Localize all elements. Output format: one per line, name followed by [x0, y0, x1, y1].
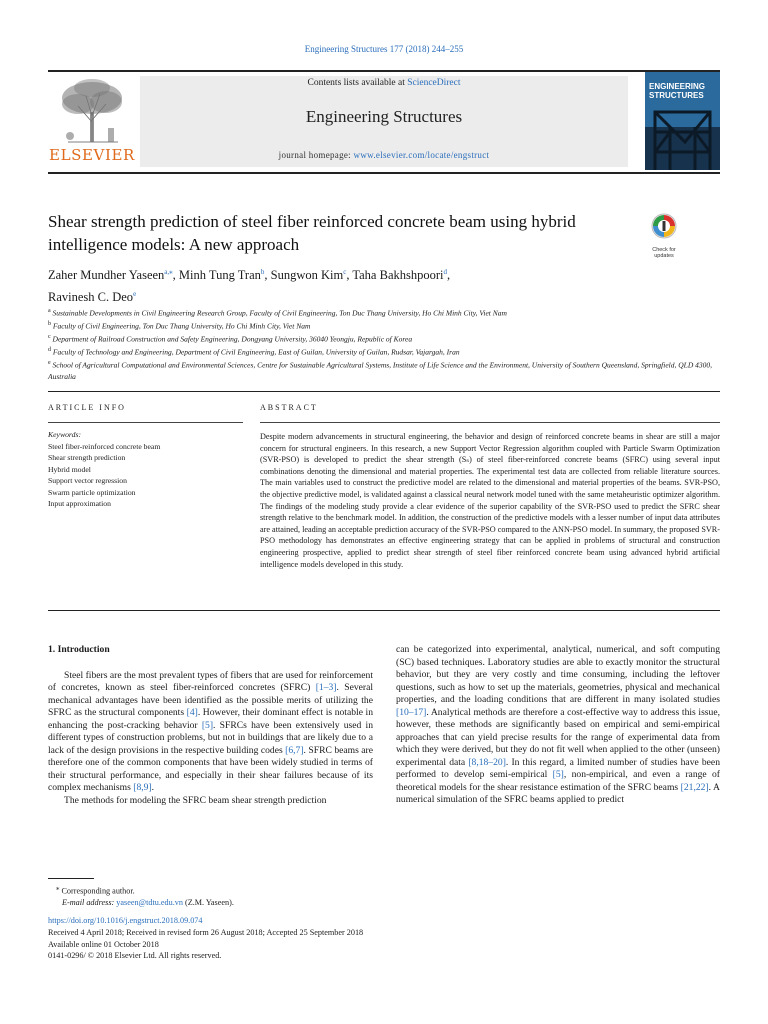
paragraph-text: .	[151, 782, 155, 793]
abstract-heading: ABSTRACT	[260, 403, 318, 412]
author-separator: ,	[346, 268, 353, 283]
paragraph-text: Steel fibers are the most prevalent types of fibers that are used for reinforcement of concretes, known as steel fiber-reinforced concretes (SFRC)	[48, 669, 373, 693]
paragraph-text: . SFRCs have been extensively used in different types of construction problems, but not in buildings that are likely due to a lack of the design provisions in the respective building codes	[48, 719, 374, 756]
cover-title-line1: ENGINEERING	[649, 82, 706, 91]
keyword-item: Swarm particle optimization	[48, 487, 136, 497]
citation-reference-link[interactable]: [8,18–20]	[468, 756, 506, 768]
elsevier-wordmark: ELSEVIER	[49, 146, 135, 164]
article-footer	[48, 915, 548, 962]
author-separator: ,	[264, 268, 271, 283]
affiliation-text: Faculty of Technology and Engineering, Department of Civil Engineering, East of Guilan, University of Guilan, Rudsar, Vajargah, Iran	[51, 347, 460, 357]
intro-paragraph-1	[48, 670, 373, 795]
affiliation-text: Department of Railroad Construction and Safety Engineering, Dongyang University, 36040 Yeongju, Republic of Korea	[50, 334, 413, 344]
crossmark-line2: updates	[654, 253, 674, 259]
section-heading-introduction: 1. Introduction	[48, 644, 110, 655]
citation-reference-link[interactable]: [1–3]	[315, 682, 337, 693]
cover-title	[649, 82, 716, 100]
keyword-item: Shear strength prediction	[48, 453, 126, 462]
corresponding-label: Corresponding author.	[61, 886, 135, 896]
citation-reference-link[interactable]: [6,7]	[285, 744, 304, 756]
author-separator: ,	[447, 268, 451, 283]
available-online: Available online 01 October 2018	[48, 939, 159, 949]
intro-paragraph-2-continued	[396, 644, 720, 807]
affiliation-text: Faculty of Civil Engineering, Ton Duc Thang University, Ho Chi Minh City, Viet Nam	[51, 321, 311, 331]
journal-name: Engineering Structures	[305, 107, 463, 126]
citation-reference-link[interactable]: [21,22]	[680, 781, 709, 793]
author-list	[48, 263, 608, 307]
keyword-item: Steel fiber-reinforced concrete beam	[48, 441, 161, 451]
keyword-item: Hybrid model	[48, 464, 91, 474]
paragraph-text: . However, their dominant effect is notable in enhancing the post-cracking behavior	[48, 707, 373, 731]
abstract-rule	[260, 422, 720, 423]
footnote-star: ⁎	[56, 885, 60, 892]
elsevier-tree-icon	[48, 76, 136, 146]
affiliation-mark: a	[48, 308, 51, 314]
author-affiliation-mark[interactable]: d	[443, 268, 447, 276]
author-name[interactable]: Sungwon Kim	[270, 268, 344, 283]
corresponding-line	[48, 883, 448, 897]
corresponding-author-footnote	[48, 883, 448, 909]
citation-reference-link[interactable]: [5]	[552, 769, 564, 780]
keywords-block	[48, 429, 248, 510]
elsevier-logo[interactable]	[48, 76, 136, 166]
affiliation-item	[48, 358, 720, 383]
body-right-column	[396, 644, 720, 807]
crossmark-icon	[646, 212, 682, 242]
journal-citation-link[interactable]: Engineering Structures 177 (2018) 244–255	[304, 44, 464, 54]
paragraph-text: . Analytical methods are therefore a cost-effective way to address this issue, however, these methods are significantly based on empirical and semi-empirical approaches that can yield precise results for the range of experimental data from which they were derived, but they do not fit well when applied to the other (unseen) experimental data	[396, 706, 720, 768]
paragraph-text: . A numerical simulation of the SFRC beams applied to predict	[396, 781, 720, 805]
citation-reference-link[interactable]: [5]	[201, 719, 214, 731]
header-bottom-rule	[48, 172, 720, 174]
email-suffix: (Z.M. Yaseen).	[182, 898, 234, 908]
citation-reference-link[interactable]: [8,9]	[133, 782, 152, 793]
affiliation-mark: b	[48, 321, 51, 327]
affiliation-text: Sustainable Developments in Civil Engineering Research Group, Faculty of Civil Engineering, Ton Duc Thang University, Ho Chi Minh City, Viet Nam	[50, 308, 507, 318]
keywords-rule	[48, 422, 243, 423]
intro-paragraph-2: The methods for modeling the SFRC beam shear strength prediction	[64, 794, 327, 806]
article-info-top-rule	[48, 391, 720, 392]
footnote-rule	[48, 878, 94, 879]
email-label: E-mail address:	[62, 898, 117, 908]
affiliation-list	[48, 306, 720, 383]
contents-line	[140, 78, 628, 88]
author-name[interactable]: Zaher Mundher Yaseen	[48, 268, 165, 283]
keyword-list	[48, 441, 248, 510]
copyright-line: 0141-0296/ © 2018 Elsevier Ltd. All rights reserved.	[48, 951, 222, 961]
cover-title-line2: STRUCTURES	[649, 91, 704, 100]
author-affiliation-mark[interactable]: b	[260, 268, 265, 276]
author-name[interactable]: Taha Bakhshpoori	[352, 268, 444, 283]
paragraph-text: . SFRC beams are therefore one of the common components that have been widely studied in terms of their structural performance, and especially in their shear failures because of its complex mechanisms	[48, 744, 373, 793]
author-separator: ,	[172, 268, 179, 283]
affiliation-item	[48, 319, 720, 332]
affiliation-mark: e	[48, 360, 51, 366]
paragraph-text: . Several mechanical advantages have been identified as the possible merits of utilizing the SFRC as the structural components	[48, 682, 373, 718]
author-affiliation-mark[interactable]: c	[343, 268, 347, 276]
doi-link[interactable]: https://doi.org/10.1016/j.engstruct.2018.09.074	[48, 916, 203, 925]
keywords-heading: Keywords:	[48, 430, 82, 439]
author-name[interactable]: Minh Tung Tran	[178, 268, 261, 283]
abstract-text: Despite modern advancements in structural engineering, the behavior and design of reinforced concrete beams in shear are still a major concern for structural engineers. In this research, a new Support Vector Regression algorithm coupled with Particle Swarm Optimization (SVR-PSO) is developed to predict the shear strength (Sₛ) of steel fiber-reinforced concrete beams (SFRC) using several input combinations denoting the dimensional and material properties. The experimental test data are collected from reliable literature sources. The main variables used to construct the predictive model are related to the dimensional and material properties of the beams. SVR-PSO, the objective predictive model, is validated against a classical neural network model tuned with the same metaheuristic optimizer algorithm. The findings of the modeling study provide a clear evidence of the superior capability of the SVR-PSO used to predict the SFRC shear strength relative to the benchmark model. In addition, the construction of the predictive models with a lesser number of input data attributes are attained, leading an acceptable prediction accuracy of the SVR-PSO compared to the ANN-PSO model. In summary, the proposed SVR-PSO methodology has demonstrates an effective engineering strategy that can be applied in problems of structural and construction engineering prospective, applied to predict shear strength of steel fiber reinforced concrete beam using advanced hybrid artificial intelligence models developed in this study.	[260, 432, 720, 569]
body-left-column	[48, 644, 373, 807]
affiliation-text: School of Agricultural Computational and Environmental Sciences, Centre for Sustainable Agricultural Systems, Institute of Life Science and the Environment, University of Southern Queensland, Springfield, QLD 4300, Australia	[48, 360, 712, 381]
paragraph-text: can be categorized into experimental, analytical, numerical, and soft computing (SC) based techniques. Laboratory studies are able to exactly monitor the structural behavior, but they are very costly and time consuming, including the leftover questions, such as how to set up the materials, geometries, physical and mechanical properties, and the loading conditions that are different in many isolated studies	[396, 644, 720, 705]
affiliation-item	[48, 345, 720, 358]
affiliation-mark: c	[48, 334, 51, 340]
citation-reference-link[interactable]: [4]	[186, 707, 198, 718]
author-affiliation-mark[interactable]: e	[133, 290, 137, 299]
journal-header-band	[140, 76, 628, 167]
author-name[interactable]: Ravinesh C. Deo	[48, 290, 134, 305]
homepage-line	[140, 150, 628, 160]
affiliation-item	[48, 306, 720, 319]
check-for-updates-badge[interactable]	[646, 212, 682, 258]
paragraph-text: , non-empirical, and even a range of theoretical models for the shear resistance estimation of the SFRC beams	[396, 769, 720, 793]
crossmark-line1: Check for	[652, 247, 676, 253]
article-info-heading: ARTICLE INFO	[48, 403, 126, 412]
contents-prefix: Contents lists available at	[307, 78, 408, 88]
email-link[interactable]: yaseen@tdtu.edu.vn	[116, 898, 183, 908]
affiliation-mark: d	[48, 347, 51, 353]
keyword-item: Support vector regression	[48, 476, 127, 485]
article-title: Shear strength prediction of steel fiber reinforced concrete beam using hybrid intelligence models: A new approach	[48, 212, 576, 254]
paragraph-text: . In this regard, a limited number of studies have been performed to develop semi-empirical	[396, 756, 720, 780]
journal-cover-image[interactable]	[645, 72, 720, 170]
email-line	[48, 897, 448, 909]
header-top-rule	[48, 70, 720, 72]
homepage-link[interactable]: www.elsevier.com/locate/engstruct	[353, 150, 490, 160]
received-dates: Received 4 April 2018; Received in revised form 26 August 2018; Accepted 25 September 2018	[48, 927, 364, 937]
citation-reference-link[interactable]: [10–17]	[396, 706, 427, 718]
sciencedirect-link[interactable]: ScienceDirect	[407, 78, 461, 88]
keyword-item: Input approximation	[48, 499, 111, 508]
homepage-prefix: journal homepage:	[278, 150, 354, 160]
abstract-bottom-rule	[48, 610, 720, 611]
author-affiliation-mark[interactable]: a,⁎	[164, 268, 173, 276]
affiliation-item	[48, 332, 720, 345]
